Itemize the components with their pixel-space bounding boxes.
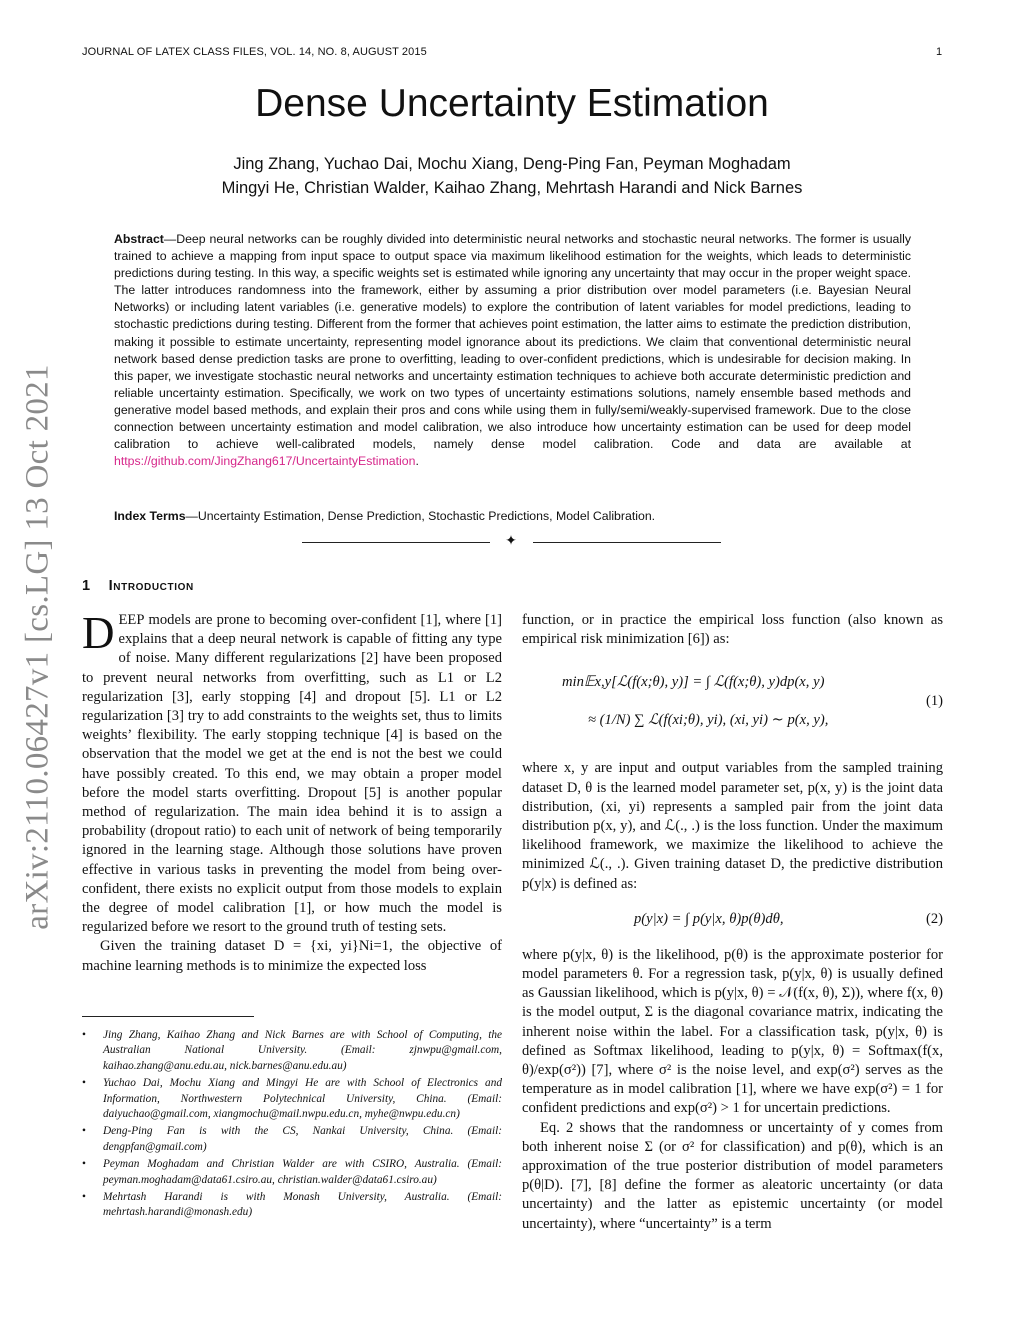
index-terms [114, 509, 911, 523]
dropcap: D [82, 608, 115, 658]
arxiv-stamp-text: arXiv:2110.06427v1 [cs.LG] 13 Oct 2021 [19, 364, 56, 930]
equation-1-number: (1) [925, 693, 943, 710]
arxiv-stamp [8, 345, 68, 950]
index-terms-label: Index Terms [114, 509, 186, 523]
right-paragraph-3: where p(y|x, θ) is the likelihood, p(θ) is the approximate posterior for model parameters θ. For a regression task, p(y|x, θ) is usually defined as Gaussian likelihood, which is p(y|x, θ) = 𝒩(f(x, θ), Σ)), where f(x, θ) is the model output, Σ is the diagonal covariance matrix, indicating the inherent noise within the label. For a classification task, p(y|x, θ) is defined as Softmax likelihood, leading to p(y|x, θ) = Softmax(f(x, θ)/exp(σ²)) [7], where σ² is the noise level, and exp(σ²) serves as the temperature as in model calibration [1], where we have exp(σ²) = 1 for confident predictions and exp(σ²) > 1 for uncertain predictions. [522, 946, 943, 1117]
equation-1-line-2: ≈ (1/N) ∑ ℒ(f(xi;θ), yi), (xi, yi) ∼ p(x, y), [588, 712, 829, 729]
equation-2-number: (2) [925, 910, 943, 927]
left-column [82, 608, 502, 976]
authors-line-1: Jing Zhang, Yuchao Dai, Mochu Xiang, Deng-Ping Fan, Peyman Moghadam [233, 155, 791, 173]
separator-right [533, 542, 721, 543]
equation-2-body: p(y|x) = ∫ p(y|x, θ)p(θ)dθ, [634, 910, 784, 927]
right-column [522, 611, 943, 1234]
equation-2 [522, 898, 943, 942]
diamond-icon: ✦ [505, 534, 517, 549]
right-paragraph-4: Eq. 2 shows that the randomness or uncertainty of y comes from both inherent noise Σ (or σ² for classification) and p(θ), which is an approximation of the true posterior distribution of model parameters p(θ|D). [7], [8] define the former as aleatoric uncertainty (or data uncertainty) and the latter as epistemic uncertainty (or model uncertainty), where “uncertainty” is a term [522, 1119, 943, 1232]
footnote: • Yuchao Dai, Mochu Xiang and Mingyi He are with School of Electronics and Information, Northwestern Polytechnical University, China. (Email: daiyuchao@gmail.com, xiangmochu@mail.nwpu.edu.cn, myhe@nwpu.edu.cn) [82, 1076, 502, 1122]
dropcap-rest: EEP [118, 612, 145, 628]
abstract-end: . [415, 454, 419, 469]
right-paragraph-2: where x, y are input and output variables from the sampled training dataset D, θ is the learned model parameter set, p(x, y) is the joint data distribution, (xi, yi) represents a sampled pair from the joint data distribution p(x, y), and ℒ(., .) is the loss function. Under the maximum likelihood framework, we maximize the likelihood to achieve the minimized ℒ(., .). Given training dataset D, the predictive distribution p(y|x) is defined as: [522, 760, 943, 892]
running-header: JOURNAL OF LATEX CLASS FILES, VOL. 14, NO. 8, AUGUST 2015 [82, 46, 427, 58]
abstract-text: —Deep neural networks can be roughly divided into deterministic neural networks and stochastic neural networks. The former is usually trained to achieve a mapping from input space to output space via maximum likelihood estimation for the weights, which leads to deterministic predictions during testing. In this way, a specific weights set is estimated while ignoring any uncertainty that may occur in the proper weight space. The latter introduces randomness into the framework, either by assuming a prior distribution over model parameters (i.e. Bayesian Neural Networks) or including latent variables (i.e. generative models) to explore the contribution of latent variables for model predictions, leading to stochastic predictions during testing. Different from the former that achieves point estimation, the latter aims to estimate the prediction distribution, making it possible to estimate uncertainty, representing model ignorance about its predictions. We claim that conventional deterministic neural network based dense prediction tasks are prone to overfitting, leading to over-confident predictions, which is undesirable for decision making. In this paper, we investigate stochastic neural networks and uncertainty estimation techniques to achieve both accurate deterministic prediction and reliable uncertainty estimation. Specifically, we work on two types of uncertainty estimations solutions, namely ensemble based methods and generative model based methods, and explain their pros and cons while using them in fully/semi/weakly-supervised framework. Due to the close connection between uncertainty estimation and model calibration, we also introduce how uncertainty estimation can be used for deep model calibration to achieve well-calibrated models, namely dense model calibration. Code and data are available at [114, 232, 911, 452]
section-number: 1 [82, 578, 91, 594]
footnotes [82, 1028, 502, 1223]
footnote-rule [82, 1016, 254, 1017]
abstract [114, 231, 911, 470]
paragraph-1-text: models are prone to becoming over-confident [1], where [1] explains that a deep neural network is capable of fitting any type of noise. Many different regularizations [2] have been proposed to prevent neural networks from overfitting, such as L1 or L2 regularization [3], early stopping [4] and dropout [5]. L1 or L2 regularization [3] try to add constraints to the weights set, thus to limits weights’ flexibility. The early stopping technique [4] is based on the observation that the model we get at the end is not the best we could have possibly created. To this end, we may obtain a proper model before the model starts overfitting. Dropout [5] is another popular method of regularization. The main idea behind it is to assign a probability (dropout ratio) to each unit of network of being temporarily ignored in the learning stage. Although those solutions have proven effective in various tasks in preventing the model from being over-confident, there exists no explicit output from those models to explain the degree of model calibration [1], or how much the model is regularized before we resort to the ground truth of testing sets. [82, 612, 502, 936]
intro-paragraph-2: Given the training dataset D = {xi, yi}Ni=1, the objective of machine learning methods is to minimize the expected loss [82, 938, 502, 974]
footnote: • Deng-Ping Fan is with the CS, Nankai University, China. (Email: dengpfan@gmail.com) [82, 1124, 502, 1155]
footnote: • Mehrtash Harandi is with Monash University, Australia. (Email: mehrtash.harandi@monash.edu) [82, 1190, 502, 1221]
code-link[interactable]: https://github.com/JingZhang617/UncertaintyEstimation [114, 454, 416, 469]
equation-1 [522, 659, 943, 753]
authors-line-2: Mingyi He, Christian Walder, Kaihao Zhang, Mehrtash Harandi and Nick Barnes [221, 179, 803, 197]
intro-paragraph-1 [82, 608, 502, 937]
footnote: • Jing Zhang, Kaihao Zhang and Nick Barnes are with School of Computing, the Australian National University. (Email: zjnwpu@gmail.com, kaihao.zhang@anu.edu.au, nick.barnes@anu.edu.au) [82, 1028, 502, 1074]
footnote: • Peyman Moghadam and Christian Walder are with CSIRO, Australia. (Email: peyman.moghadam@data61.csiro.au, christian.walder@data61.csiro.au) [82, 1157, 502, 1188]
index-terms-text: —Uncertainty Estimation, Dense Prediction, Stochastic Predictions, Model Calibration. [185, 509, 656, 523]
abstract-label: Abstract [114, 232, 164, 246]
section-heading [82, 578, 194, 594]
page-number: 1 [936, 46, 943, 58]
separator-left [302, 542, 490, 543]
section-title: Introduction [108, 578, 194, 594]
paper-title: Dense Uncertainty Estimation [255, 82, 769, 125]
right-paragraph-1: function, or in practice the empirical loss function (also known as empirical risk minimization [6]) as: [522, 612, 943, 648]
equation-1-line-1: min𝔼x,y[ℒ(f(x;θ), y)] = ∫ ℒ(f(x;θ), y)dp(x, y) [562, 674, 825, 691]
